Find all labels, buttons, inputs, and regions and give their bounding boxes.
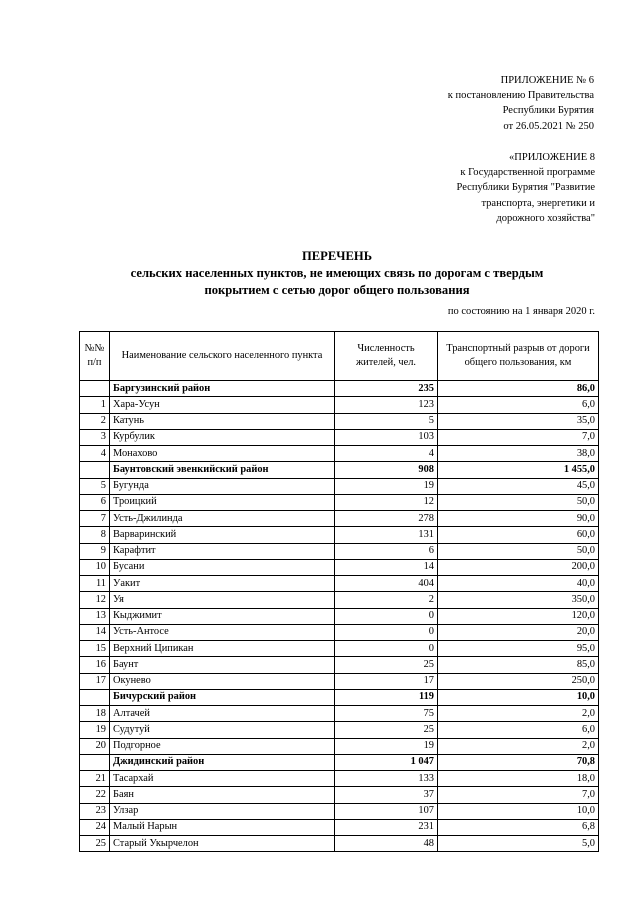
- cell-pop: 131: [335, 527, 438, 543]
- cell-pop: 19: [335, 738, 438, 754]
- cell-num: 18: [80, 706, 110, 722]
- cell-num: 13: [80, 608, 110, 624]
- cell-num: 21: [80, 771, 110, 787]
- cell-name: Бусани: [110, 559, 335, 575]
- table-row: [80, 397, 599, 413]
- cell-num: 5: [80, 478, 110, 494]
- cell-gap: 35,0: [438, 413, 599, 429]
- table-row: [80, 673, 599, 689]
- table-row: [80, 446, 599, 462]
- cell-num: 17: [80, 673, 110, 689]
- cell-name: Усть-Джилинда: [110, 511, 335, 527]
- table-body: [80, 381, 599, 852]
- cell-num: 8: [80, 527, 110, 543]
- district-row: [80, 754, 599, 770]
- cell-gap: 7,0: [438, 429, 599, 445]
- appendix-original-line: к Государственной программе: [460, 167, 595, 179]
- cell-num: 16: [80, 657, 110, 673]
- cell-name: Судутуй: [110, 722, 335, 738]
- cell-num: 14: [80, 624, 110, 640]
- table-header-row: [80, 332, 599, 381]
- appendix-original-line: дорожного хозяйства": [496, 212, 595, 224]
- cell-gap: 95,0: [438, 641, 599, 657]
- district-row: [80, 689, 599, 705]
- table-row: [80, 429, 599, 445]
- cell-gap: 10,0: [438, 689, 599, 705]
- header-num: №№ п/п: [80, 332, 110, 381]
- district-row: [80, 462, 599, 478]
- cell-gap: 90,0: [438, 511, 599, 527]
- cell-pop: 75: [335, 706, 438, 722]
- cell-num: 6: [80, 494, 110, 510]
- cell-name: Усть-Антосе: [110, 624, 335, 640]
- cell-pop: 235: [335, 381, 438, 397]
- cell-gap: 85,0: [438, 657, 599, 673]
- table-row: [80, 576, 599, 592]
- cell-name: Баунтовский эвенкийский район: [110, 462, 335, 478]
- cell-gap: 20,0: [438, 624, 599, 640]
- cell-pop: 278: [335, 511, 438, 527]
- cell-pop: 1 047: [335, 754, 438, 770]
- cell-gap: 200,0: [438, 559, 599, 575]
- cell-name: Бугунда: [110, 478, 335, 494]
- cell-name: Курбулик: [110, 429, 335, 445]
- header-population: Численность жителей, чел.: [335, 332, 438, 381]
- cell-name: Карафтит: [110, 543, 335, 559]
- cell-pop: 0: [335, 608, 438, 624]
- cell-pop: 908: [335, 462, 438, 478]
- cell-num: 7: [80, 511, 110, 527]
- cell-num: [80, 381, 110, 397]
- cell-name: Кыджимит: [110, 608, 335, 624]
- cell-pop: 19: [335, 478, 438, 494]
- cell-name: Джидинский район: [110, 754, 335, 770]
- appendix-line: от 26.05.2021 № 250: [503, 120, 594, 132]
- cell-num: 19: [80, 722, 110, 738]
- cell-pop: 123: [335, 397, 438, 413]
- cell-gap: 70,8: [438, 754, 599, 770]
- cell-num: 11: [80, 576, 110, 592]
- cell-num: [80, 462, 110, 478]
- cell-num: 24: [80, 819, 110, 835]
- appendix-original-line: Республики Бурятия "Развитие: [456, 182, 595, 194]
- cell-gap: 7,0: [438, 787, 599, 803]
- cell-pop: 103: [335, 429, 438, 445]
- cell-gap: 45,0: [438, 478, 599, 494]
- cell-gap: 2,0: [438, 706, 599, 722]
- header-transport-gap: Транспортный разрыв от дороги общего пользования, км: [438, 332, 599, 381]
- cell-pop: 12: [335, 494, 438, 510]
- appendix-header: [448, 73, 594, 134]
- cell-name: Баян: [110, 787, 335, 803]
- cell-pop: 5: [335, 413, 438, 429]
- table-row: [80, 836, 599, 852]
- table-row: [80, 543, 599, 559]
- cell-name: Монахово: [110, 446, 335, 462]
- cell-num: 10: [80, 559, 110, 575]
- table-row: [80, 592, 599, 608]
- table-row: [80, 511, 599, 527]
- cell-name: Алтачей: [110, 706, 335, 722]
- cell-pop: 37: [335, 787, 438, 803]
- cell-pop: 133: [335, 771, 438, 787]
- cell-name: Баунт: [110, 657, 335, 673]
- table-row: [80, 413, 599, 429]
- table-row: [80, 624, 599, 640]
- cell-num: 4: [80, 446, 110, 462]
- cell-name: Тасархай: [110, 771, 335, 787]
- cell-num: 2: [80, 413, 110, 429]
- cell-name: Уя: [110, 592, 335, 608]
- table-row: [80, 527, 599, 543]
- cell-gap: 120,0: [438, 608, 599, 624]
- settlements-table: [79, 331, 599, 852]
- cell-gap: 2,0: [438, 738, 599, 754]
- cell-num: 15: [80, 641, 110, 657]
- cell-pop: 231: [335, 819, 438, 835]
- table-row: [80, 738, 599, 754]
- cell-name: Подгорное: [110, 738, 335, 754]
- document-title: [70, 248, 604, 299]
- cell-gap: 18,0: [438, 771, 599, 787]
- cell-num: 9: [80, 543, 110, 559]
- cell-pop: 25: [335, 657, 438, 673]
- cell-gap: 60,0: [438, 527, 599, 543]
- cell-name: Малый Нарын: [110, 819, 335, 835]
- cell-name: Троицкий: [110, 494, 335, 510]
- cell-num: [80, 689, 110, 705]
- cell-num: 22: [80, 787, 110, 803]
- cell-gap: 1 455,0: [438, 462, 599, 478]
- table-row: [80, 608, 599, 624]
- cell-name: Варваринский: [110, 527, 335, 543]
- cell-name: Баргузинский район: [110, 381, 335, 397]
- header-name: Наименование сельского населенного пункта: [110, 332, 335, 381]
- table-row: [80, 803, 599, 819]
- appendix-original-header: [457, 150, 595, 226]
- as-of-date: по состоянию на 1 января 2020 г.: [447, 306, 595, 317]
- cell-gap: 6,0: [438, 722, 599, 738]
- cell-num: 20: [80, 738, 110, 754]
- cell-pop: 6: [335, 543, 438, 559]
- cell-name: Уакит: [110, 576, 335, 592]
- appendix-line: к постановлению Правительства: [447, 90, 594, 102]
- cell-name: Окунево: [110, 673, 335, 689]
- cell-name: Старый Укырчелон: [110, 836, 335, 852]
- appendix-original-line: транспорта, энергетики и: [481, 197, 595, 209]
- cell-num: 1: [80, 397, 110, 413]
- title-line: ПЕРЕЧЕНЬ: [301, 249, 373, 263]
- cell-pop: 14: [335, 559, 438, 575]
- cell-gap: 40,0: [438, 576, 599, 592]
- cell-pop: 0: [335, 624, 438, 640]
- title-line: сельских населенных пунктов, не имеющих связь по дорогам с твердым: [130, 266, 544, 280]
- cell-gap: 50,0: [438, 543, 599, 559]
- cell-gap: 6,0: [438, 397, 599, 413]
- cell-num: [80, 754, 110, 770]
- cell-gap: 86,0: [438, 381, 599, 397]
- cell-pop: 0: [335, 641, 438, 657]
- table-row: [80, 722, 599, 738]
- cell-pop: 48: [335, 836, 438, 852]
- cell-pop: 2: [335, 592, 438, 608]
- table-row: [80, 706, 599, 722]
- cell-gap: 10,0: [438, 803, 599, 819]
- table-row: [80, 559, 599, 575]
- cell-gap: 6,8: [438, 819, 599, 835]
- cell-gap: 50,0: [438, 494, 599, 510]
- cell-gap: 250,0: [438, 673, 599, 689]
- cell-num: 25: [80, 836, 110, 852]
- cell-name: Бичурский район: [110, 689, 335, 705]
- cell-gap: 5,0: [438, 836, 599, 852]
- cell-pop: 119: [335, 689, 438, 705]
- appendix-line: Республики Бурятия: [502, 105, 594, 117]
- cell-gap: 38,0: [438, 446, 599, 462]
- cell-name: Хара-Усун: [110, 397, 335, 413]
- cell-pop: 4: [335, 446, 438, 462]
- cell-pop: 25: [335, 722, 438, 738]
- cell-pop: 17: [335, 673, 438, 689]
- table-row: [80, 787, 599, 803]
- title-line: покрытием с сетью дорог общего пользования: [204, 283, 470, 297]
- cell-name: Катунь: [110, 413, 335, 429]
- cell-num: 23: [80, 803, 110, 819]
- cell-gap: 350,0: [438, 592, 599, 608]
- appendix-line: ПРИЛОЖЕНИЕ № 6: [500, 75, 594, 86]
- cell-num: 12: [80, 592, 110, 608]
- table-row: [80, 494, 599, 510]
- table-row: [80, 819, 599, 835]
- table-row: [80, 771, 599, 787]
- cell-name: Улзар: [110, 803, 335, 819]
- table-row: [80, 641, 599, 657]
- appendix-original-line: «ПРИЛОЖЕНИЕ 8: [509, 152, 595, 163]
- table-row: [80, 657, 599, 673]
- cell-name: Верхний Ципикан: [110, 641, 335, 657]
- district-row: [80, 381, 599, 397]
- table-row: [80, 478, 599, 494]
- cell-pop: 107: [335, 803, 438, 819]
- cell-pop: 404: [335, 576, 438, 592]
- cell-num: 3: [80, 429, 110, 445]
